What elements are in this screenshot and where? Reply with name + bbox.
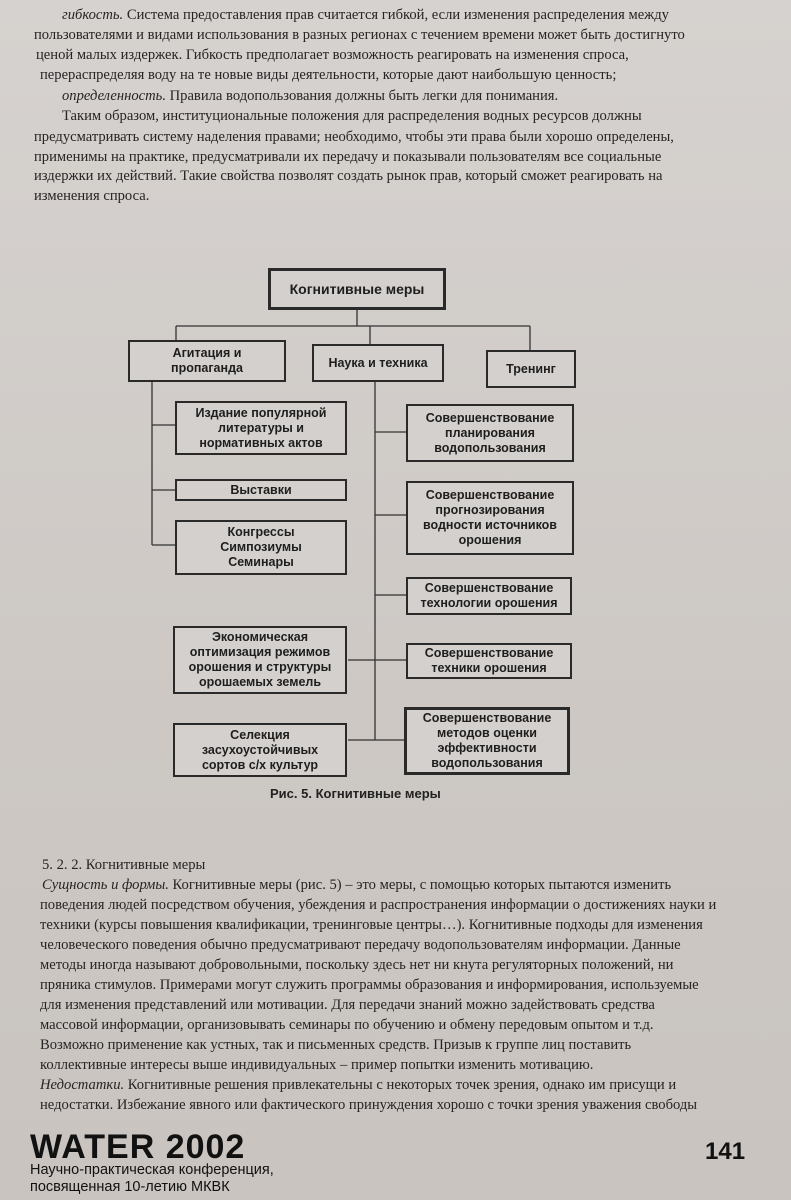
box-congresses: Конгрессы Симпозиумы Семинары [175, 520, 347, 575]
text-line: недостатки. Избежание явного или фактического принуждения хорошо с точки зрения уважения свободы [40, 1097, 698, 1113]
box-exhibitions: Выставки [175, 479, 347, 501]
box-planning: Совершенствование планирования водопользования [406, 404, 574, 462]
box-agitation: Агитация и пропаганда [128, 340, 286, 382]
text-span: Когнитивные меры (рис. 5) – это меры, с помощью которых пытаются изменить [168, 877, 672, 893]
box-training: Тренинг [486, 350, 576, 388]
text-line [42, 876, 671, 895]
box-root-cognitive-measures: Когнитивные меры [268, 268, 446, 310]
box-science: Наука и техника [312, 344, 444, 382]
figure-caption: Рис. 5. Когнитивные меры [270, 786, 441, 801]
text-line: изменения спроса. [34, 188, 150, 204]
conference-logo: WATER 2002 [30, 1128, 246, 1166]
term-essence: Сущность и формы. [42, 877, 169, 893]
text-span: Правила водопользования должны быть легки для понимания. [165, 88, 559, 104]
text-line: человеческого поведения обычно предусматривают передачу водопользователям информации. Данные [40, 937, 681, 953]
text-line: издержки их действий. Такие свойства позволят создать рынок прав, который сможет реагировать на [34, 168, 663, 184]
text-line [40, 1076, 676, 1095]
text-line: методы иногда называют добровольными, поскольку здесь нет ни кнута регуляторных положений, ни [40, 957, 674, 973]
text-line: перераспределяя воду на те новые виды деятельности, которые дают наибольшую ценность; [40, 67, 617, 83]
box-selection: Селекция засухоустойчивых сортов с/х культур [173, 723, 347, 777]
section-heading: 5. 2. 2. Когнитивные меры [42, 857, 206, 873]
text-line: Таким образом, институциональные положения для распределения водных ресурсов должны [62, 108, 642, 124]
text-line: применимы на практике, предусматривали их передачу и показывали пользователям все социальные [34, 149, 662, 165]
box-efficiency-methods: Совершенствование методов оценки эффективности водопользования [404, 707, 570, 775]
box-publishing: Издание популярной литературы и нормативных актов [175, 401, 347, 455]
footer-subtitle-line1: Научно-практическая конференция, [30, 1162, 274, 1178]
box-irrigation-technology: Совершенствование технологии орошения [406, 577, 572, 615]
text-span: Когнитивные решения привлекательны с некоторых точек зрения, однако им присущи и [124, 1077, 677, 1093]
text-line: техники (курсы повышения квалификации, тренинговые центры…). Когнитивные подходы для изменения [40, 917, 703, 933]
box-irrigation-equipment: Совершенствование техники орошения [406, 643, 572, 679]
text-line: предусматривать систему наделения правами; необходимо, чтобы эти права были хорошо определены, [34, 129, 674, 145]
footer-subtitle-line2: посвященная 10-летию МКВК [30, 1179, 230, 1195]
text-line: ценой малых издержек. Гибкость предполагает возможность реагировать на изменения спроса, [36, 47, 629, 63]
box-economic-optimization: Экономическая оптимизация режимов орошения и структуры орошаемых земель [173, 626, 347, 694]
text-line: Возможно применение как устных, так и письменных средств. Призыв к группе лиц поставить [40, 1037, 632, 1053]
box-forecasting: Совершенствование прогнозирования водности источников орошения [406, 481, 574, 555]
term-certainty: определенность. [62, 88, 166, 104]
text-line: пряника стимулов. Примерами могут служить программы образования и информирования, используемые [40, 977, 699, 993]
text-line: пользователями и видами использования в разных регионах с течением времени может быть достигнуто [34, 27, 685, 43]
text-line: коллективные интересы выше индивидуальных – пример попытки изменить мотивацию. [40, 1057, 594, 1073]
text-span: Система предоставления прав считается гибкой, если изменения распределения между [123, 7, 669, 23]
text-line: для изменения представлений или мотивации. Для передачи знаний можно задействовать средства [40, 997, 655, 1013]
text-line: поведения людей посредством обучения, убеждения и распространения информации о достижениях науки и [40, 897, 717, 913]
text-line: массовой информации, организовывать семинары по обучению и обмену передовым опытом и т.д. [40, 1017, 654, 1033]
term-drawbacks: Недостатки. [40, 1077, 125, 1093]
page-number: 141 [705, 1138, 746, 1165]
term-flexibility: гибкость. [62, 7, 124, 23]
